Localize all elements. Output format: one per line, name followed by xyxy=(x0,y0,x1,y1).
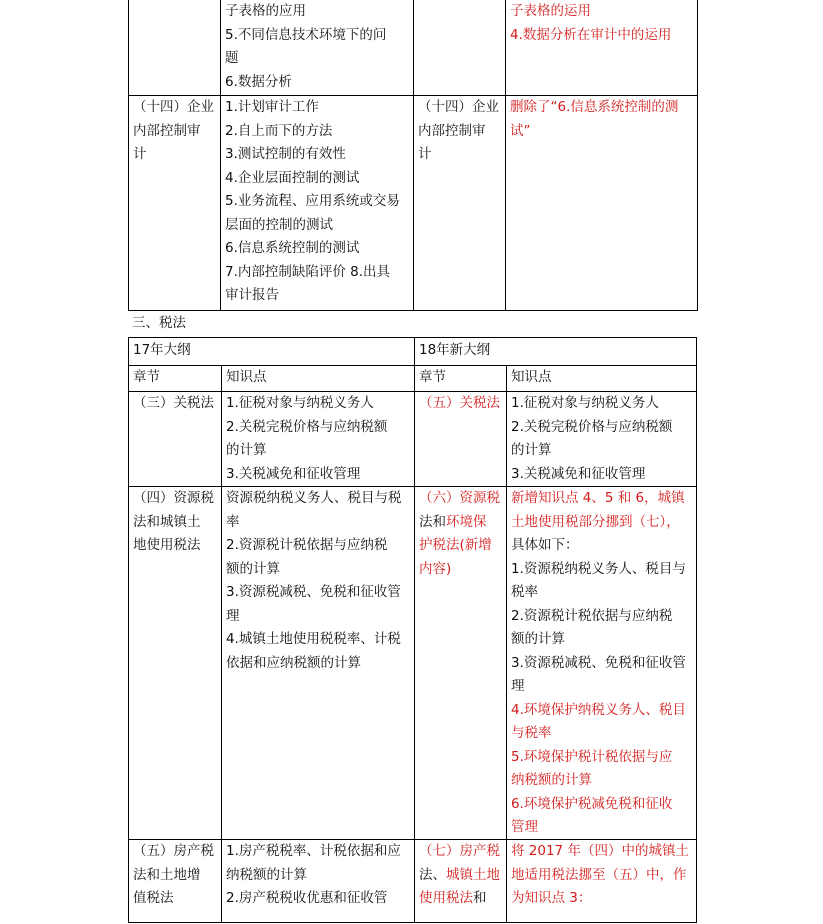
text-line: 1.征税对象与纳税义务人 xyxy=(511,395,659,411)
text-line: 2.关税完税价格与应纳税额 xyxy=(226,418,388,435)
row2-chapter-17 xyxy=(129,487,221,839)
text-line: 地适用税法挪至（五）中，作 xyxy=(511,866,687,883)
text-line: 3.资源税减税、免税和征收管 xyxy=(226,584,401,600)
text-line: 额的计算 xyxy=(226,560,280,577)
text-line: 层面的控制的测试 xyxy=(225,216,333,233)
text-line: 理 xyxy=(226,607,240,624)
text-line: 3.关税减免和征收管理 xyxy=(511,465,646,482)
text-segment: 环境保 xyxy=(446,513,487,530)
row1-chapter-17 xyxy=(129,392,221,486)
text-line: 护税法(新增 xyxy=(419,537,492,553)
text-line: 具体如下： xyxy=(511,537,579,553)
header-17-outline: 17年大纲 xyxy=(133,342,191,358)
text-line: （十四）企业 xyxy=(133,99,214,115)
text-line: 子表格的运用 xyxy=(510,3,591,19)
text-line: 2.资源税计税依据与应纳税 xyxy=(226,537,388,553)
text-line: 5.不同信息技术环境下的问 xyxy=(225,26,387,43)
text-line: 2.房产税税收优惠和征收管 xyxy=(226,890,388,906)
text-line: 1.计划审计工作 xyxy=(225,99,319,115)
text-line: 6.数据分析 xyxy=(225,73,292,90)
text-line: 将 2017 年（四）中的城镇土 xyxy=(511,843,689,859)
text-line: 1.资源税纳税义务人、税目与 xyxy=(511,560,686,577)
col-points-18: 知识点 xyxy=(511,369,552,385)
top-row1-points-18 xyxy=(506,0,697,95)
text-line: （三）关税法 xyxy=(133,395,214,411)
top-row2-points-18 xyxy=(506,96,697,310)
row3-points-18 xyxy=(507,840,696,922)
text-line: 的计算 xyxy=(511,442,552,458)
text-line: 资源税纳税义务人、税目与税 xyxy=(226,490,402,506)
text-line: （六）资源税 xyxy=(419,490,500,506)
text-line: 3.测试控制的有效性 xyxy=(225,146,346,162)
text-line: 4.数据分析在审计中的运用 xyxy=(510,26,672,43)
text-line: 内部控制审 xyxy=(418,122,486,139)
text-line: 5.环境保护税计税依据与应 xyxy=(511,748,673,765)
section-title: 三、税法 xyxy=(132,315,186,331)
text-line: 纳税额的计算 xyxy=(511,772,592,788)
text-line: 6.环境保护税减免税和征收 xyxy=(511,795,673,812)
row1-points-17 xyxy=(222,392,414,486)
row3-chapter-17 xyxy=(129,840,221,922)
text-line: 4.城镇土地使用税税率、计税 xyxy=(226,631,401,647)
text-line: （十四）企业 xyxy=(418,99,499,115)
top-row1-points-17 xyxy=(221,0,413,95)
text-line: 内容) xyxy=(419,560,452,577)
text-segment: 和 xyxy=(473,890,487,906)
header-18-outline: 18年新大纲 xyxy=(419,342,491,358)
text-line: 税率 xyxy=(511,584,538,600)
text-line: 计 xyxy=(133,146,147,162)
text-line: 删除了“6.信息系统控制的测 xyxy=(510,99,679,115)
text-line: 额的计算 xyxy=(511,631,565,647)
text-line: 4.环境保护纳税义务人、税目 xyxy=(511,701,686,718)
text-line: （七）房产税 xyxy=(419,843,500,859)
text-line: 依据和应纳税额的计算 xyxy=(226,654,361,671)
text-line: 与税率 xyxy=(511,725,552,741)
text-line: 土地使用税部分挪到（七）， xyxy=(511,513,680,530)
text-line: 1.征税对象与纳税义务人 xyxy=(226,395,374,411)
row2-points-17 xyxy=(222,487,414,839)
text-segment: 使用税法 xyxy=(419,890,473,906)
text-line: 2.关税完税价格与应纳税额 xyxy=(511,418,673,435)
col-chapter-18: 章节 xyxy=(419,369,446,385)
top-row2-chapter-18 xyxy=(414,96,505,310)
text-segment: 法、 xyxy=(419,866,446,883)
text-line: （五）关税法 xyxy=(419,395,500,411)
text-line: 计 xyxy=(418,146,432,162)
text-line: 1.房产税税率、计税依据和应 xyxy=(226,843,401,859)
text-line: 管理 xyxy=(511,819,538,835)
row3-points-17 xyxy=(222,840,414,922)
text-line: 2.资源税计税依据与应纳税 xyxy=(511,607,673,624)
col-chapter-17: 章节 xyxy=(133,369,160,385)
text-segment: 法和 xyxy=(419,513,446,530)
text-line: 5.业务流程、应用系统或交易 xyxy=(225,193,400,209)
text-line: 2.自上而下的方法 xyxy=(225,122,333,139)
top-row2-chapter-17 xyxy=(129,96,220,310)
text-line: 理 xyxy=(511,678,525,694)
text-line: 3.资源税减税、免税和征收管 xyxy=(511,654,686,671)
text-line: 法和城镇土 xyxy=(133,513,201,530)
row2-points-18 xyxy=(507,487,696,839)
text-line: 新增知识点 4、5 和 6，城镇 xyxy=(511,490,685,506)
row1-points-18 xyxy=(507,392,696,486)
row2-chapter-18 xyxy=(415,487,506,839)
row3-chapter-18 xyxy=(415,840,506,922)
text-line: 4.企业层面控制的测试 xyxy=(225,169,360,186)
text-line: 3.关税减免和征收管理 xyxy=(226,465,361,482)
text-line: 内部控制审 xyxy=(133,122,201,139)
text-line: 审计报告 xyxy=(225,287,279,303)
text-line: （五）房产税 xyxy=(133,843,214,859)
text-line: 子表格的应用 xyxy=(225,3,306,19)
text-line: 法和土地增 xyxy=(133,866,201,883)
top-row2-points-17 xyxy=(221,96,413,310)
text-line: 试” xyxy=(510,122,531,139)
text-line: 题 xyxy=(225,50,239,66)
text-segment: 城镇土地 xyxy=(446,866,500,883)
text-line: （四）资源税 xyxy=(133,490,214,506)
col-points-17: 知识点 xyxy=(226,369,267,385)
text-line: 率 xyxy=(226,513,240,530)
row1-chapter-18 xyxy=(415,392,506,486)
text-line: 为知识点 3： xyxy=(511,890,592,906)
text-line: 6.信息系统控制的测试 xyxy=(225,240,360,256)
text-line: 地使用税法 xyxy=(133,537,201,553)
text-line: 纳税额的计算 xyxy=(226,866,307,883)
text-line: 的计算 xyxy=(226,442,267,458)
text-line: 值税法 xyxy=(133,890,174,906)
text-line: 7.内部控制缺陷评价 8.出具 xyxy=(225,263,391,280)
